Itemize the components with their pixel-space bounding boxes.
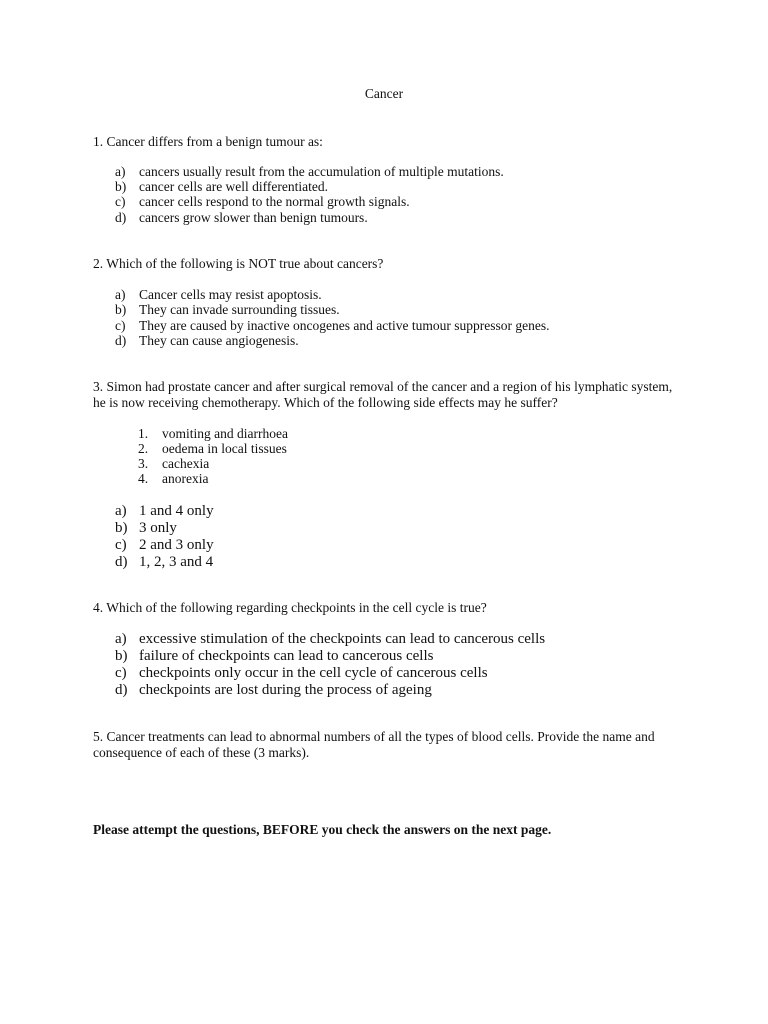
item-text: vomiting and diarrhoea [162, 426, 288, 441]
option-label: b) [115, 648, 128, 664]
option-label: c) [115, 665, 127, 681]
q4-option-b [0, 648, 768, 664]
q4-option-d [0, 682, 768, 698]
option-label: b) [115, 179, 127, 194]
question-5: 5. Cancer treatments can lead to abnormal numbers of all the types of blood cells. Provide the name and consequence of each of these (3 marks). [93, 729, 655, 760]
option-text: checkpoints only occur in the cell cycle of cancerous cells [139, 665, 488, 681]
q3-item-4 [0, 471, 768, 487]
option-text: They are caused by inactive oncogenes and active tumour suppressor genes. [139, 318, 550, 333]
option-label: a) [115, 631, 127, 647]
q3-option-a [0, 503, 768, 519]
item-label: 1. [138, 426, 149, 441]
item-text: oedema in local tissues [162, 441, 287, 456]
option-text: excessive stimulation of the checkpoints can lead to cancerous cells [139, 631, 546, 647]
option-text: checkpoints are lost during the process of ageing [139, 682, 432, 698]
option-text: cancers usually result from the accumulation of multiple mutations. [139, 164, 504, 179]
option-text: 1, 2, 3 and 4 [139, 554, 214, 570]
option-text: 1 and 4 only [139, 503, 214, 519]
item-text: cachexia [162, 456, 210, 471]
page-title: Cancer [364, 86, 404, 101]
q1-option-b [0, 179, 768, 195]
q3-option-d [0, 554, 768, 570]
q4-option-c [0, 665, 768, 681]
item-label: 2. [138, 441, 149, 456]
option-text: 3 only [139, 520, 177, 536]
option-label: d) [115, 682, 128, 698]
question-2: 2. Which of the following is NOT true about cancers? [93, 256, 384, 271]
option-label: d) [115, 554, 128, 570]
option-label: c) [115, 537, 127, 553]
option-text: cancer cells are well differentiated. [139, 179, 329, 194]
question-1: 1. Cancer differs from a benign tumour as: [93, 134, 323, 149]
option-label: b) [115, 520, 128, 536]
option-label: a) [115, 164, 126, 179]
option-text: cancer cells respond to the normal growth signals. [139, 194, 410, 209]
option-label: a) [115, 503, 127, 519]
item-label: 3. [138, 456, 149, 471]
q2-option-b [0, 302, 768, 318]
q1-option-d [0, 210, 768, 226]
q3-option-c [0, 537, 768, 553]
q1-option-c [0, 194, 768, 210]
option-text: 2 and 3 only [139, 537, 214, 553]
option-label: c) [115, 194, 126, 209]
option-label: a) [115, 287, 126, 302]
q2-option-d [0, 333, 768, 349]
option-text: Cancer cells may resist apoptosis. [139, 287, 322, 302]
q4-option-a [0, 631, 768, 647]
option-label: d) [115, 210, 127, 225]
q2-option-a [0, 287, 768, 303]
q3-item-3 [0, 456, 768, 472]
q3-option-b [0, 520, 768, 536]
option-text: failure of checkpoints can lead to cancerous cells [139, 648, 434, 664]
option-label: d) [115, 333, 127, 348]
q3-item-2 [0, 441, 768, 457]
item-text: anorexia [162, 471, 209, 486]
instruction-note: Please attempt the questions, BEFORE you check the answers on the next page. [93, 822, 552, 837]
option-label: c) [115, 318, 126, 333]
option-text: They can invade surrounding tissues. [139, 302, 340, 317]
q3-item-1 [0, 426, 768, 442]
option-label: b) [115, 302, 127, 317]
question-3: 3. Simon had prostate cancer and after surgical removal of the cancer and a region of his lymphatic system, he is now receiving chemotherapy. Which of the following side effects may he suffer? [93, 379, 673, 410]
question-4: 4. Which of the following regarding checkpoints in the cell cycle is true? [93, 600, 487, 615]
q2-option-c [0, 318, 768, 334]
option-text: They can cause angiogenesis. [139, 333, 299, 348]
item-label: 4. [138, 471, 149, 486]
q1-option-a [0, 164, 768, 180]
option-text: cancers grow slower than benign tumours. [139, 210, 368, 225]
